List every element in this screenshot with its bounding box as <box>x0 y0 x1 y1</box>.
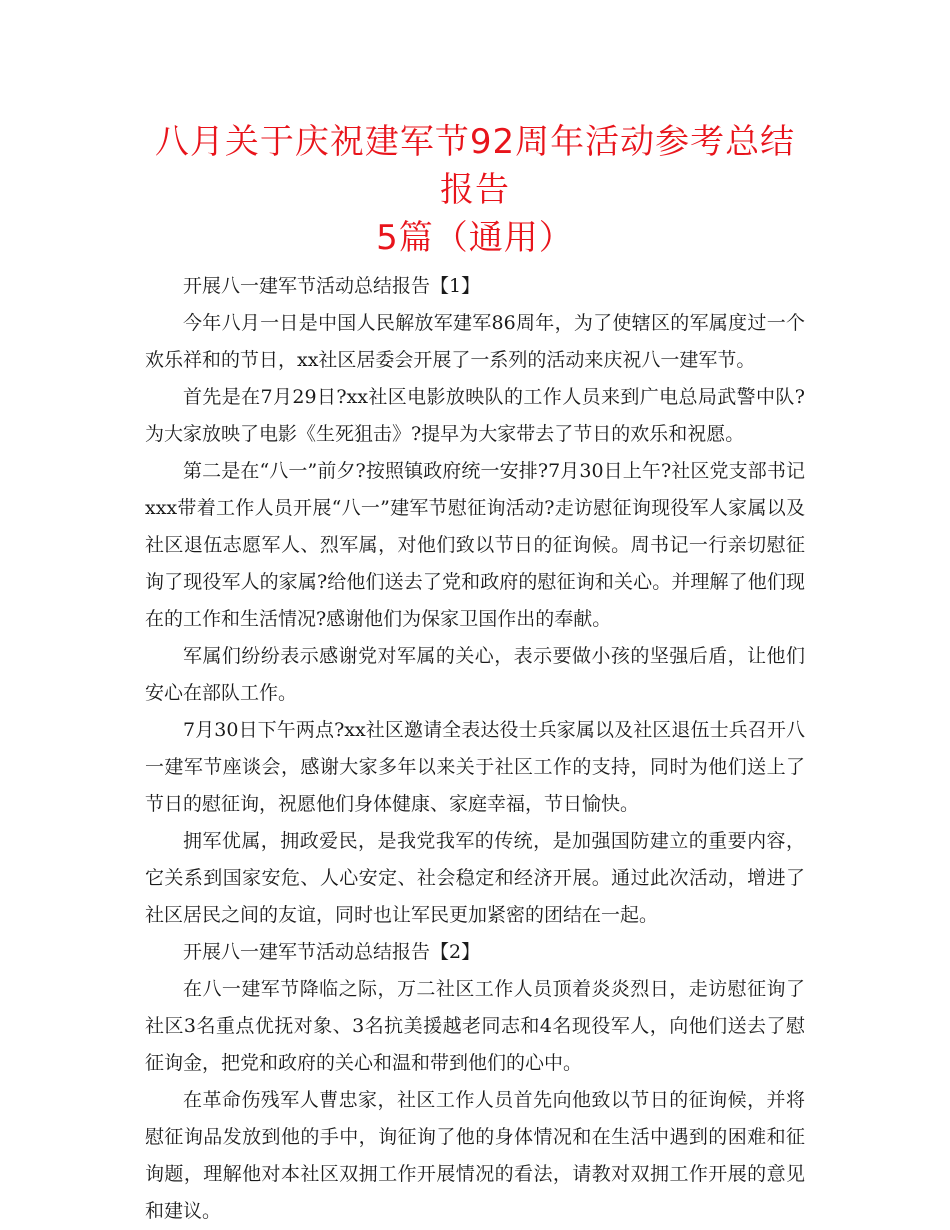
paragraph: 在革命伤残军人曹忠家，社区工作人员首先向他致以节日的征询候，并将慰征询品发放到他的手中，询征询了他的身体情况和在生活中遇到的困难和征询题，理解他对本社区双拥工作开展情况的看法，请教对双拥工作开展的意见和建议。 <box>145 1089 805 1222</box>
document-body <box>145 268 805 1230</box>
title-line-2: 5篇（通用） <box>376 218 574 258</box>
paragraph: 拥军优属，拥政爱民，是我党我军的传统，是加强国防建立的重要内容，它关系到国家安危、人心安定、社会稳定和经济开展。通过此次活动，增进了社区居民之间的友谊，同时也让军民更加紧密的团结在一起。 <box>145 830 805 926</box>
title-line-1: 八月关于庆祝建军节92周年活动参考总结报告 <box>154 122 796 210</box>
paragraph: 7月30日下午两点?xx社区邀请全表达役士兵家属以及社区退伍士兵召开八一建军节座谈会，感谢大家多年以来关于社区工作的支持，同时为他们送上了节日的慰征询，祝愿他们身体健康、家庭幸福，节日愉快。 <box>145 719 805 815</box>
paragraph: 在八一建军节降临之际，万二社区工作人员顶着炎炎烈日，走访慰征询了社区3名重点优抚对象、3名抗美援越老同志和4名现役军人，向他们送去了慰征询金，把党和政府的关心和温和带到他们的心中。 <box>145 978 805 1074</box>
paragraph: 军属们纷纷表示感谢党对军属的关心，表示要做小孩的坚强后盾，让他们安心在部队工作。 <box>145 645 805 704</box>
paragraph: 首先是在7月29日?xx社区电影放映队的工作人员来到广电总局武警中队?为大家放映了电影《生死狙击》?提早为大家带去了节日的欢乐和祝愿。 <box>145 386 805 445</box>
paragraph: 今年八月一日是中国人民解放军建军86周年，为了使辖区的军属度过一个欢乐祥和的节日，xx社区居委会开展了一系列的活动来庆祝八一建军节。 <box>145 312 805 371</box>
section-heading-2: 开展八一建军节活动总结报告【2】 <box>183 941 481 963</box>
document-title <box>145 118 805 262</box>
section-heading-1: 开展八一建军节活动总结报告【1】 <box>183 275 481 297</box>
paragraph: 第二是在“八一”前夕?按照镇政府统一安排?7月30日上午?社区党支部书记xxx带着工作人员开展“八一”建军节慰征询活动?走访慰征询现役军人家属以及社区退伍志愿军人、烈军属，对他们致以节日的征询候。周书记一行亲切慰征询了现役军人的家属?给他们送去了党和政府的慰征询和关心。并理解了他们现在的工作和生活情况?感谢他们为保家卫国作出的奉献。 <box>145 460 805 630</box>
